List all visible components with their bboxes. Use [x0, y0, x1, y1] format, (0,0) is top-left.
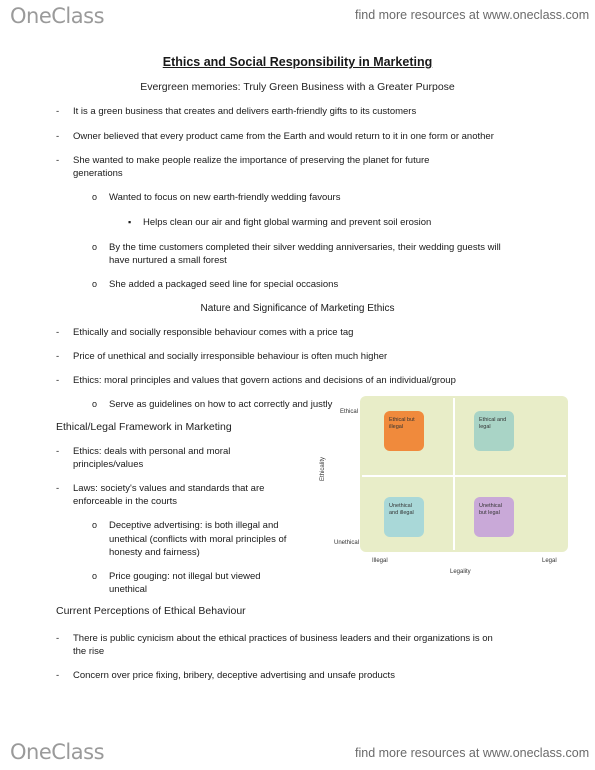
matrix-x-left-label: Illegal [372, 558, 388, 564]
sub-bullet-continued: unethical (conflicts with moral principles of [109, 534, 287, 545]
sub-bullet-continued: have nurtured a small forest [109, 255, 227, 266]
bullet-item: - Concern over price fixing, bribery, deceptive advertising and unsafe products [73, 668, 395, 683]
matrix-y-bottom-label: Unethical [334, 540, 360, 546]
quadrant-ethical-illegal: Ethical but illegal [384, 411, 424, 451]
header-tagline[interactable]: find more resources at www.oneclass.com [355, 8, 590, 22]
sub-bullet-item: o Deceptive advertising: is both illegal and [109, 518, 279, 533]
footer-tagline[interactable]: find more resources at www.oneclass.com [355, 746, 590, 760]
bullet-item-continued: principles/values [73, 459, 144, 470]
section-heading-framework: Ethical/Legal Framework in Marketing [56, 421, 232, 433]
bullet-item-continued: enforceable in the courts [73, 496, 178, 507]
matrix-y-top-label: Ethical [340, 409, 359, 415]
sub-bullet-item: o Serve as guidelines on how to act correctly and justly [109, 397, 332, 412]
matrix-divider-vertical [453, 398, 455, 550]
sub-bullet-item: o By the time customers completed their silver wedding anniversaries, their wedding guests will [109, 240, 501, 255]
sub-bullet-item: o Wanted to focus on new earth-friendly wedding favours [109, 190, 340, 205]
bullet-item: - Ethically and socially responsible behaviour comes with a price tag [73, 325, 353, 340]
section-heading-evergreen: Evergreen memories: Truly Green Business with a Greater Purpose [140, 81, 455, 93]
oneclass-logo-footer: OneClass [10, 740, 105, 764]
bullet-item: - It is a green business that creates and delivers earth-friendly gifts to its customers [73, 104, 416, 119]
sub-bullet-item: o Price gouging: not illegal but viewed [109, 569, 261, 584]
subsub-bullet-item: ▪ Helps clean our air and fight global warming and prevent soil erosion [143, 215, 431, 230]
section-heading-marketing-ethics: Nature and Significance of Marketing Ethics [200, 303, 395, 314]
bullet-item: - There is public cynicism about the ethical practices of business leaders and their organizations is on [73, 631, 493, 646]
matrix-x-right-label: Legal [542, 558, 557, 564]
bullet-item: - Owner believed that every product came from the Earth and would return to it in one form or another [73, 129, 494, 144]
matrix-x-axis-label: Legality [450, 569, 471, 575]
bullet-item-continued: the rise [73, 646, 105, 657]
oneclass-logo: OneClass [10, 4, 105, 28]
section-heading-perceptions: Current Perceptions of Ethical Behaviour [56, 605, 246, 617]
matrix-divider-horizontal [362, 475, 566, 477]
sub-bullet-continued: honesty and fairness) [109, 547, 200, 558]
bullet-item: - Price of unethical and socially irresponsible behaviour is often much higher [73, 349, 387, 364]
bullet-item: - Laws: society's values and standards that are [73, 481, 264, 496]
matrix-y-axis-label: Ethicality [320, 456, 327, 482]
quadrant-unethical-legal: Unethical but legal [474, 497, 514, 537]
page-title: Ethics and Social Responsibility in Marketing [162, 55, 433, 69]
bullet-item: - Ethics: deals with personal and moral [73, 444, 230, 459]
sub-bullet-item: o She added a packaged seed line for special occasions [109, 277, 338, 292]
bullet-item: - She wanted to make people realize the importance of preserving the planet for future [73, 153, 429, 168]
bullet-item-continued: generations [73, 168, 123, 179]
sub-bullet-continued: unethical [109, 584, 148, 595]
quadrant-unethical-illegal: Unethical and illegal [384, 497, 424, 537]
quadrant-ethical-legal: Ethical and legal [474, 411, 514, 451]
bullet-item: - Ethics: moral principles and values that govern actions and decisions of an individual/group [73, 373, 456, 388]
